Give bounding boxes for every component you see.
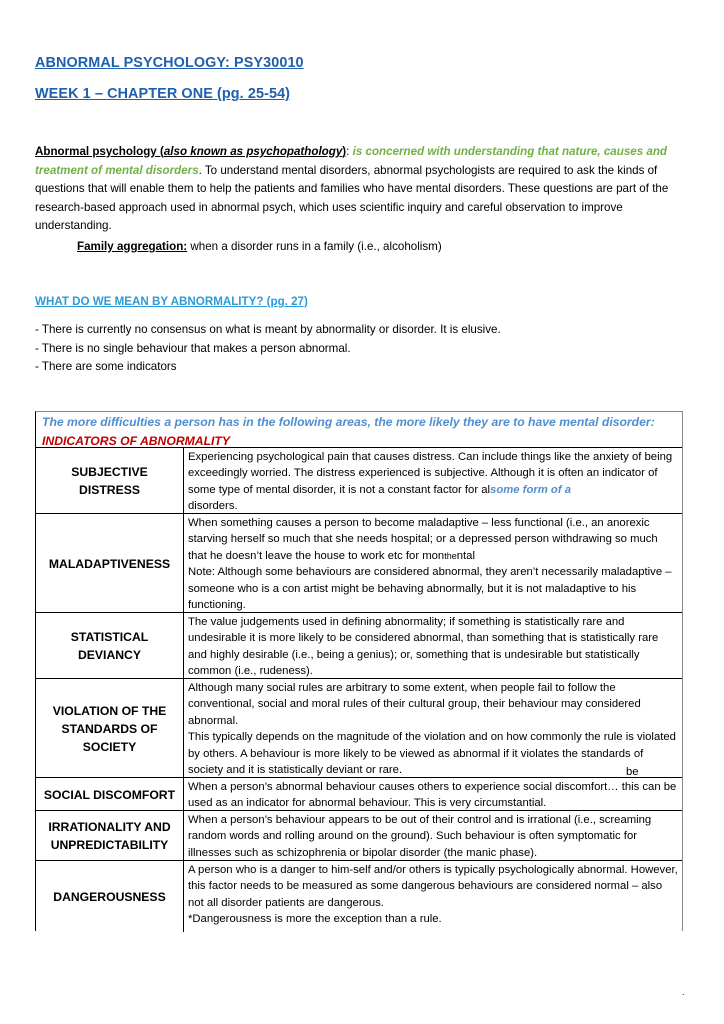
table-row: [36, 777, 682, 811]
intro-rest: . To understand mental disorders, abnormal psychologists are required to ask the kinds of questions that will enable them to help the patients and families who have mental disorders. These questions are part of the research-based approach used in abnormal psych, which uses scientific inquiry and careful observation to improve understanding.: [35, 163, 669, 233]
row-description: When a person’s behaviour appears to be out of their control and is irrational (i.e., screaming random words and rolling around on the ground). Such behaviour is often symptomatic for illnesses such as schizophrenia or bipolar disorder (the manic phase).: [188, 814, 652, 859]
footer-mark: .: [682, 987, 685, 997]
row-text: Although many social rules are arbitrary to some extent, when people fail to follow the conventional, social and moral rules of their cultural group, their behaviour may considered abnormal.: [188, 682, 641, 727]
table-row: [36, 810, 682, 861]
row-description: [188, 680, 678, 778]
row-note: *Dangerousness is more the exception than a rule.: [188, 913, 442, 926]
stray-text: be: [626, 766, 639, 778]
intro-term-close: ): [342, 145, 347, 158]
table-row: [36, 447, 682, 514]
table-row: [36, 860, 682, 932]
intro-also-known: also known as psychopathology: [163, 145, 343, 158]
row-text-2: This typically depends on the magnitude of the violation and on how commonly the rule is violated by others. A behaviour is more likely to be viewed as abnormal if it violates the standards of society and it is statistically deviant or rare.: [188, 731, 676, 777]
row-description: The value judgements used in defining abnormality; if something is statistically rare and undesirable it is more likely to be considered abnormal, than something that is statistically rare and highly desirable (i.e., being a genius); or, something that is undesirable but statistically common (i.e., rudeness).: [188, 616, 659, 678]
course-title: ABNORMAL PSYCHOLOGY: PSY30010: [35, 55, 304, 71]
bullet-item: - There is currently no consensus on what is meant by abnormality or disorder. It is elusive.: [35, 323, 501, 336]
table-intro-text: The more difficulties a person has in the following areas, the more likely they are to have mental disorder:: [42, 415, 655, 429]
table-row: [36, 612, 682, 679]
row-text-tail: disorders.: [188, 500, 238, 513]
indicators-table: [35, 411, 683, 931]
family-aggregation: [77, 240, 442, 253]
row-label: IRRATIONALITY AND UNPREDICTABILITY: [36, 811, 184, 861]
row-text: A person who is a danger to him-self and/or others is typically psychologically abnormal. However, this factor needs to be measured as some dangerous behaviours are considered normal – also not all disorder patients are dangerous.: [188, 864, 678, 909]
intro-colon: :: [346, 145, 353, 158]
bullet-item: - There is no single behaviour that makes a person abnormal.: [35, 341, 351, 355]
intro-definition: is concerned with understanding that nature, causes and treatment of mental disorders: [35, 145, 668, 177]
row-description: [188, 515, 678, 613]
table-heading: INDICATORS OF ABNORMALITY: [42, 434, 230, 448]
week-title: WEEK 1 – CHAPTER ONE (pg. 25-54): [35, 86, 291, 102]
row-text: Experiencing psychological pain that causes distress. Can include things like the anxiety of being exceedingly worried. The distress experienced is subjective. Although it is often an indicator of some type of mental disorder, it is not a constant factor for al: [188, 451, 673, 496]
row-text: When something causes a person to become maladaptive – less functional (i.e., an anorexic starving herself so much that she needs hospital; or a depressed person withdrawing so much that he doesn’t leave the house to work etc for mon: [188, 517, 658, 562]
overlay-text: some form of a: [490, 483, 572, 496]
row-label: SOCIAL DISCOMFORT: [36, 778, 184, 811]
intro-paragraph: [35, 143, 695, 236]
table-row: [36, 513, 682, 613]
section-heading: WHAT DO WE MEAN BY ABNORMALITY? (pg. 27): [35, 295, 308, 308]
row-label: MALADAPTIVENESS: [36, 514, 184, 613]
family-term: Family aggregation:: [77, 240, 188, 253]
table-intro: [42, 413, 662, 451]
bullet-item: - There are some indicators: [35, 360, 177, 374]
overlay-text: the: [444, 550, 457, 561]
row-label: VIOLATION OF THE STANDARDS OF SOCIETY: [36, 679, 184, 778]
row-label: SUBJECTIVE DISTRESS: [36, 448, 184, 514]
row-label: STATISTICAL DEVIANCY: [36, 613, 184, 679]
row-description: [188, 449, 678, 515]
row-label: DANGEROUSNESS: [36, 861, 184, 932]
table-row: [36, 678, 682, 778]
row-note: Note: Although some behaviours are considered abnormal, they aren’t necessarily maladaptive – someone who is a con artist might be behaving abnormally, but it is not maladaptive to his functioning.: [188, 566, 672, 612]
row-description: When a person’s abnormal behaviour causes others to experience social discomfort… this can be used as an indicator for abnormal behaviour. This is very circumstantial.: [188, 781, 677, 810]
bullet-list: [35, 321, 501, 377]
row-description: [188, 862, 678, 928]
family-definition: when a disorder runs in a family (i.e., alcoholism): [187, 240, 442, 253]
intro-term: Abnormal psychology (: [35, 145, 164, 158]
row-text-end: ntal: [456, 549, 475, 562]
